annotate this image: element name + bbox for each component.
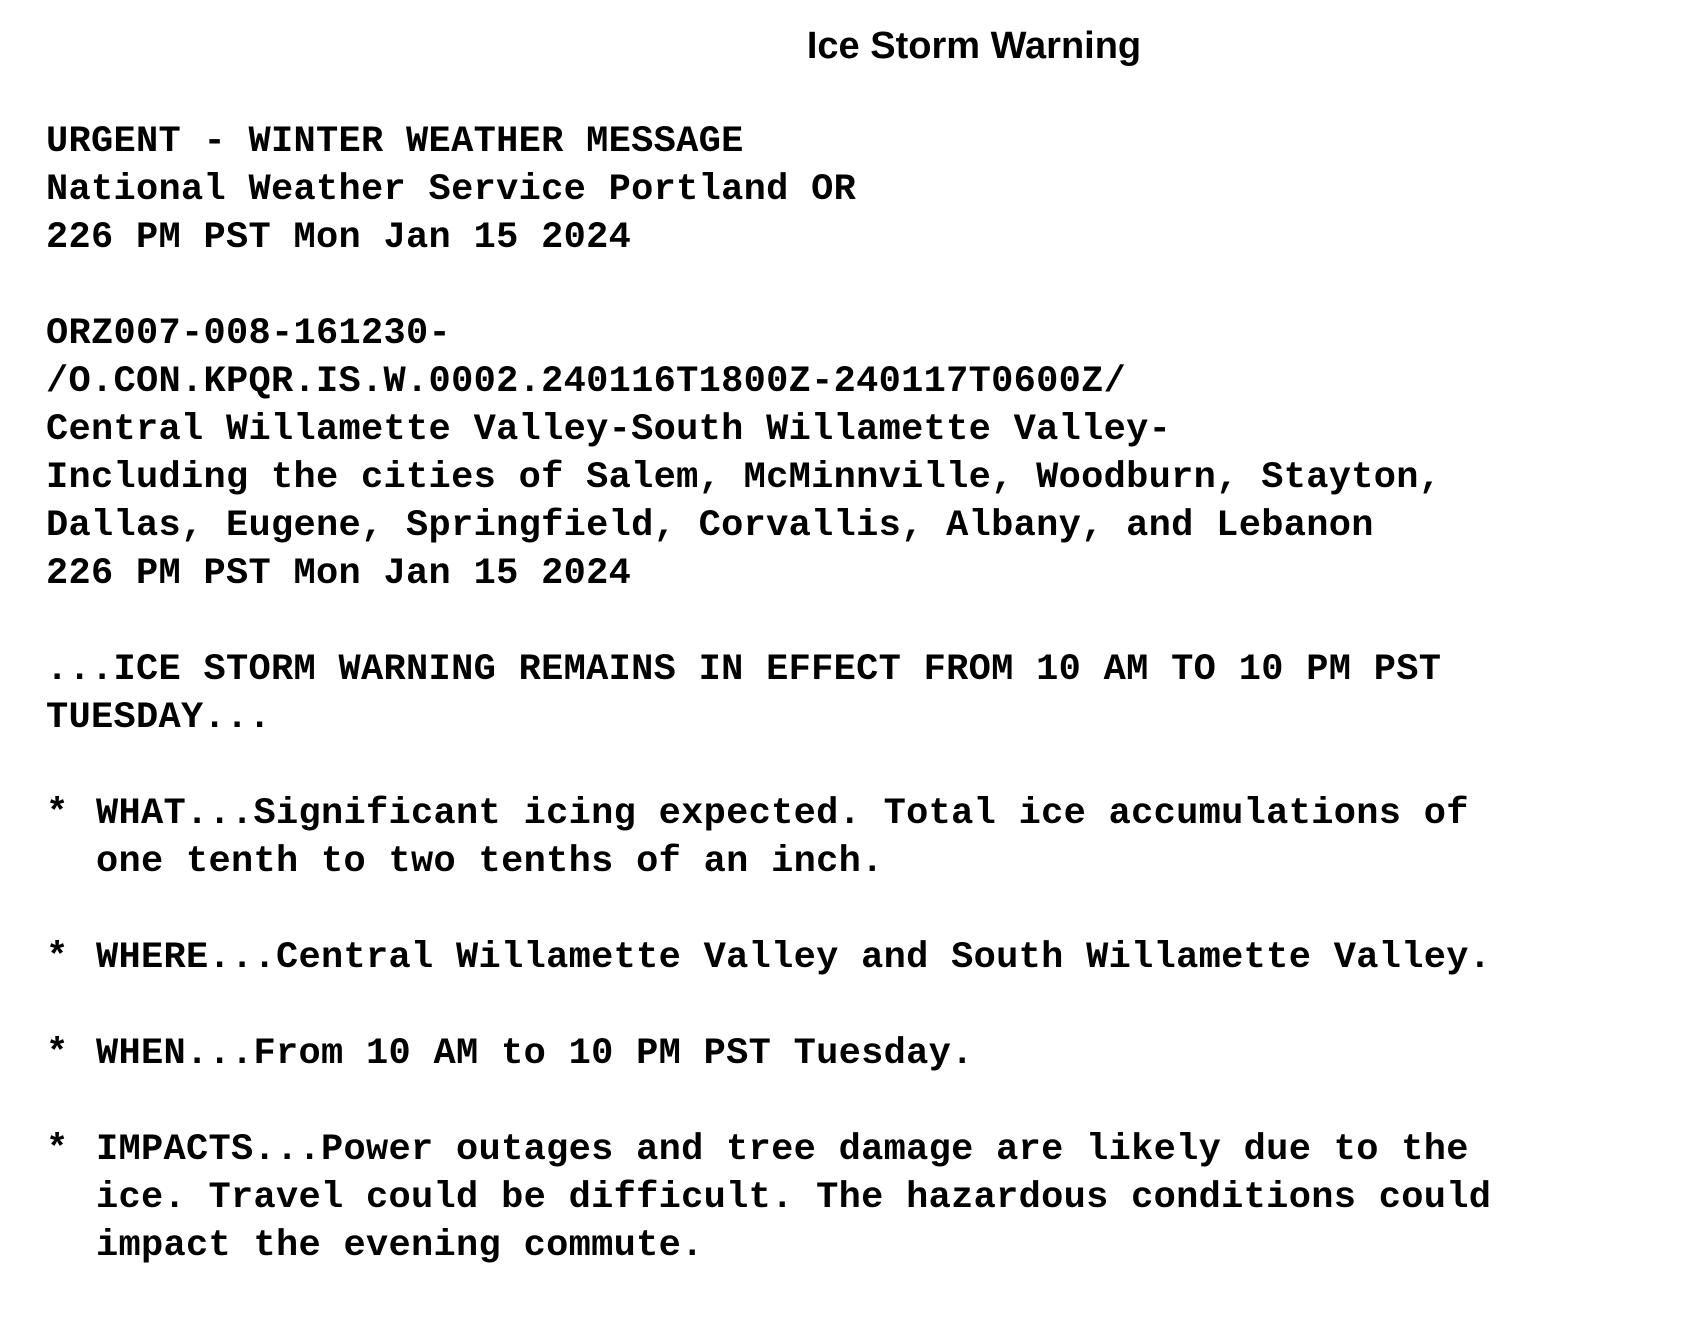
warning-bulletin <box>46 118 1686 1318</box>
bullet-impacts-text <box>96 1126 1686 1270</box>
zone-block <box>46 310 1686 598</box>
headline-block <box>46 646 1686 742</box>
bullet-what <box>46 790 1686 886</box>
cities-line-2: Dallas, Eugene, Springfield, Corvallis, Albany, and Lebanon <box>46 505 1374 547</box>
bullet-marker: * <box>46 937 69 979</box>
message-header <box>46 118 1686 262</box>
bullet-impacts-line-1: IMPACTS...Power outages and tree damage are likely due to the <box>96 1129 1469 1171</box>
bullet-what-line-2: one tenth to two tenths of an inch. <box>96 841 884 883</box>
headline-line-1: ...ICE STORM WARNING REMAINS IN EFFECT FROM 10 AM TO 10 PM PST <box>46 649 1442 691</box>
header-line-urgency: URGENT - WINTER WEATHER MESSAGE <box>46 121 744 163</box>
cities-line-1: Including the cities of Salem, McMinnville, Woodburn, Stayton, <box>46 457 1442 499</box>
bullet-when <box>46 1030 1686 1078</box>
bullet-marker: * <box>46 793 69 835</box>
bullet-what-line-1: WHAT...Significant icing expected. Total ice accumulations of <box>96 793 1469 835</box>
headline-line-2: TUESDAY... <box>46 697 272 739</box>
bullet-when-text <box>96 1030 1686 1078</box>
bullet-where-text <box>96 934 1686 982</box>
bullet-impacts-line-2: ice. Travel could be difficult. The hazardous conditions could <box>96 1177 1492 1219</box>
bullet-when-line-1: WHEN...From 10 AM to 10 PM PST Tuesday. <box>96 1033 974 1075</box>
bullet-impacts <box>46 1126 1686 1270</box>
vtec-line: /O.CON.KPQR.IS.W.0002.240116T1800Z-240117T0600Z/ <box>46 361 1127 403</box>
bullet-marker: * <box>46 1129 69 1171</box>
bullet-where <box>46 934 1686 982</box>
bullet-what-text <box>96 790 1686 886</box>
header-line-issued: 226 PM PST Mon Jan 15 2024 <box>46 217 632 259</box>
bullet-where-line-1: WHERE...Central Willamette Valley and South Willamette Valley. <box>96 937 1492 979</box>
header-line-office: National Weather Service Portland OR <box>46 169 857 211</box>
zone-code-line: ORZ007-008-161230- <box>46 313 452 355</box>
zone-issued-line: 226 PM PST Mon Jan 15 2024 <box>46 553 632 595</box>
bullet-impacts-line-3: impact the evening commute. <box>96 1225 704 1267</box>
page-title: Ice Storm Warning <box>806 25 1142 67</box>
zone-names-line: Central Willamette Valley-South Willamette Valley- <box>46 409 1172 451</box>
bullet-marker: * <box>46 1033 69 1075</box>
